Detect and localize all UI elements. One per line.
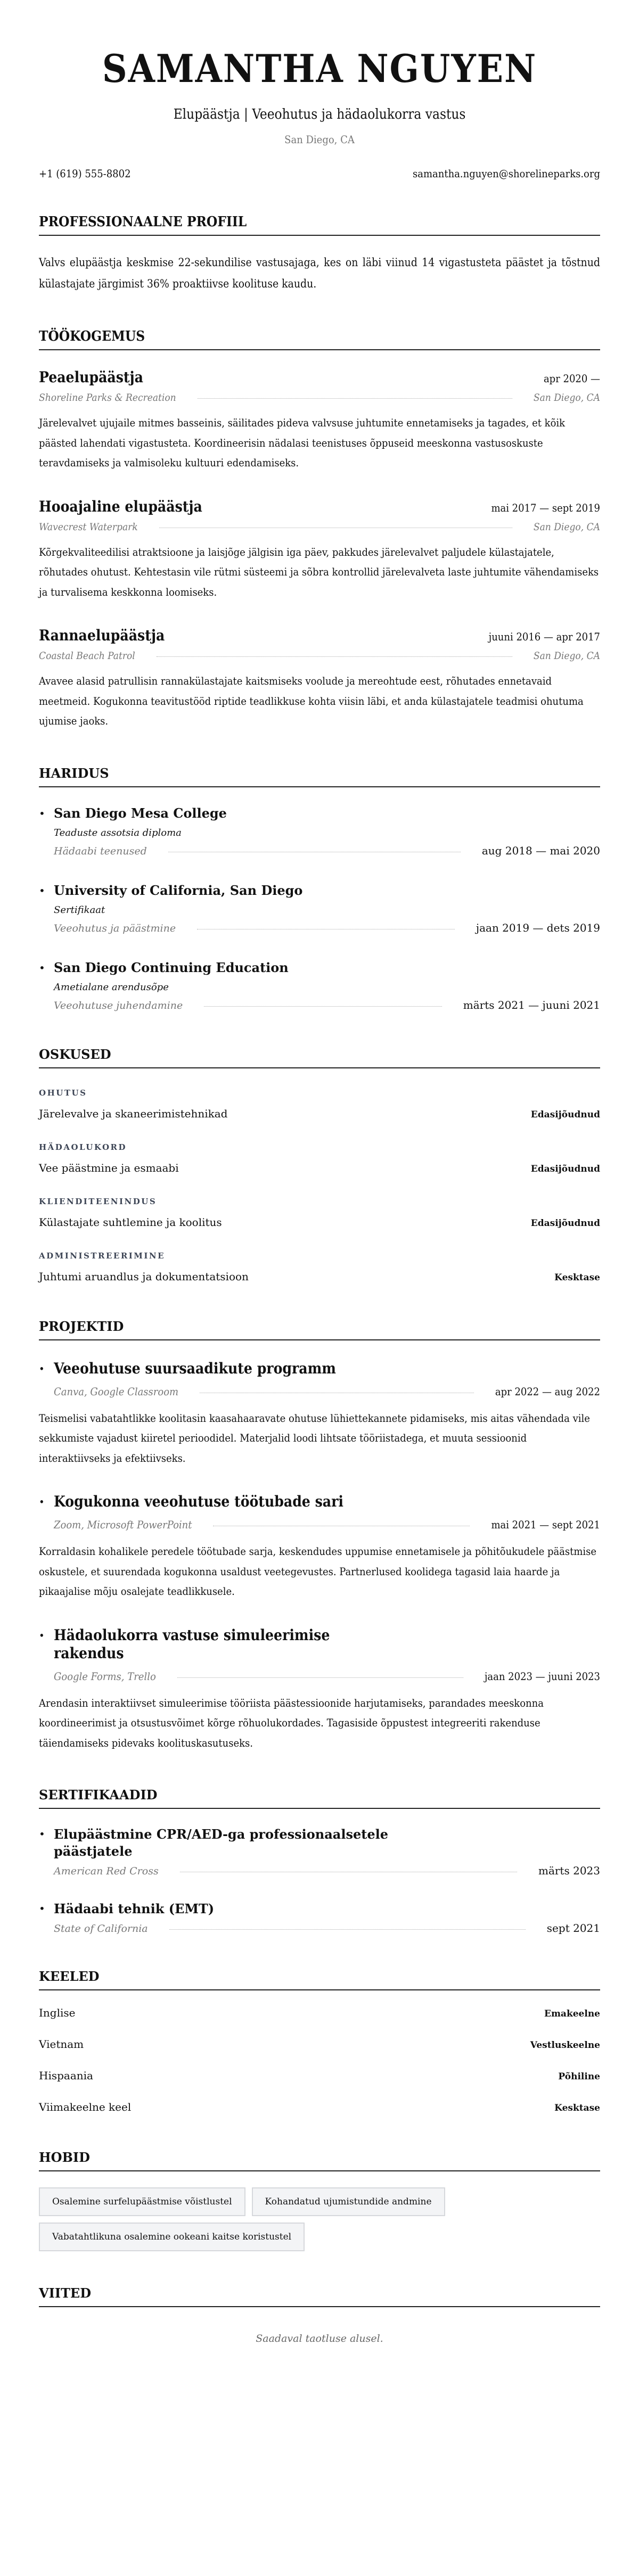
language-row: [39, 2100, 600, 2116]
certification-title: Elupäästmine CPR/AED-ga professionaalsetele päästjatele: [54, 1826, 388, 1859]
job-header: [39, 498, 600, 516]
project-tools: Google Forms, Trello: [54, 1669, 156, 1683]
bullet-icon: •: [39, 1628, 45, 1642]
project-meta: [54, 1670, 600, 1683]
language-level: Emakeelne: [544, 2009, 600, 2019]
languages-section: [39, 1969, 600, 2116]
skills-section: [39, 1047, 600, 1285]
section-heading: OSKUSED: [39, 1047, 600, 1068]
company-name: Coastal Beach Patrol: [39, 650, 135, 662]
skill-group: [39, 1250, 600, 1285]
education-meta: [54, 921, 600, 935]
section-heading: HOBID: [39, 2150, 600, 2171]
job-dates: juuni 2016 — apr 2017: [488, 630, 600, 643]
section-heading: PROJEKTID: [39, 1319, 600, 1340]
skill-name: Külastajate suhtlemine ja koolitus: [39, 1215, 222, 1229]
degree: Teaduste assotsia diploma: [54, 827, 182, 838]
education-entry: [39, 805, 600, 858]
job-header: [39, 368, 600, 386]
bullet-icon: •: [39, 806, 45, 820]
education-entry: [39, 960, 600, 1013]
dotted-leader: [169, 1929, 526, 1930]
language-level: Kesktase: [554, 2103, 600, 2113]
certifications-section: [39, 1787, 600, 1935]
school-name: University of California, San Diego: [54, 882, 303, 898]
school-name: San Diego Mesa College: [54, 805, 227, 821]
education-entry: [39, 883, 600, 935]
job-description: Järelevalvet ujujaile mitmes basseinis, säilitades pideva valvsuse juhtumite ennetamiseks ja tagades, et kõik päästed lahendati vigastusteta. Koordineerisin nädalasi teenistuses õppuseid meeskonna vastusoskuste teravdamiseks ja valmisoleku kultuuri edendamiseks.: [39, 416, 566, 469]
profile-text: Valvs elupäästja keskmise 22-sekundilise vastusajaga, kes on läbi viinud 14 vigastusteta päästet ja tõstnud külastajate järgimist 36% proaktiivse koolituse kaudu.: [39, 256, 600, 290]
project-description: Teismelisi vabatahtlikke koolitasin kaasahaaravate ohutuse lühiettekannete pidamiseks, mis aitas vähendada vile sekkumiste vajadust kiiretel perioodidel. Materjalid loodi lihtsate tööriistadega, et muuta sessioonid interaktiivseks ja efektiivseks.: [39, 1411, 590, 1464]
dotted-leader: [204, 1006, 442, 1007]
bullet-icon: •: [39, 1362, 45, 1375]
section-heading: SERTIFIKAADID: [39, 1787, 600, 1809]
hobby-chip: Osalemine surfelupäästmise võistlustel: [39, 2187, 245, 2216]
candidate-name: SAMANTHA NGUYEN: [102, 46, 537, 91]
degree: Ametialane arendusõpe: [54, 981, 169, 993]
job-entry: [39, 627, 600, 731]
language-name: Inglise: [39, 2006, 76, 2019]
location: San Diego, CA: [284, 133, 355, 146]
school-name: San Diego Continuing Education: [54, 959, 289, 975]
project-title: Hädaolukorra vastuse simuleerimise rakendus: [54, 1626, 330, 1662]
project-tools: Zoom, Microsoft PowerPoint: [54, 1518, 192, 1531]
job-location: San Diego, CA: [533, 521, 600, 533]
skill-group: [39, 1142, 600, 1176]
certification-title: Hädaabi tehnik (EMT): [54, 1901, 215, 1916]
dotted-leader: [157, 656, 512, 657]
certification-issuer: State of California: [54, 1923, 148, 1935]
skill-row: [39, 1161, 600, 1176]
skill-name: Järelevalve ja skaneerimistehnikad: [39, 1107, 228, 1120]
skill-level: Edasijõudnud: [530, 1109, 600, 1120]
bullet-icon: •: [39, 961, 45, 974]
dotted-leader: [198, 398, 512, 399]
email-link[interactable]: samantha.nguyen@shorelineparks.org: [413, 167, 600, 180]
job-title: Elupäästja | Veeohutus ja hädaolukorra vastus: [173, 106, 466, 122]
job-dates: apr 2020 —: [543, 372, 600, 385]
language-row: [39, 2068, 600, 2084]
contact-row: [39, 167, 600, 180]
skill-category: KLIENDITEENINDUS: [39, 1196, 157, 1206]
job-dates: mai 2017 — sept 2019: [491, 501, 600, 514]
skill-row: [39, 1215, 600, 1230]
references-section: [39, 2285, 600, 2344]
skill-row: [39, 1270, 600, 1285]
company-name: Shoreline Parks & Recreation: [39, 392, 176, 404]
project-dates: mai 2021 — sept 2021: [491, 1518, 600, 1531]
education-section: [39, 766, 600, 1013]
skill-level: Edasijõudnud: [530, 1217, 600, 1229]
language-name: Vietnam: [39, 2038, 84, 2051]
hobbies-section: [39, 2150, 600, 2251]
section-heading: VIITED: [39, 2285, 600, 2307]
references-text: Saadaval taotluse alusel.: [256, 2333, 383, 2344]
skill-level: Kesktase: [554, 1272, 600, 1283]
education-meta: [54, 844, 600, 858]
section-heading: PROFESSIONAALNE PROFIIL: [39, 214, 600, 236]
job-title: Hooajaline elupäästja: [39, 497, 202, 515]
bullet-icon: •: [39, 884, 45, 897]
education-dates: aug 2018 — mai 2020: [481, 844, 600, 857]
projects-section: [39, 1319, 600, 1754]
job-entry: [39, 368, 600, 473]
skill-row: [39, 1107, 600, 1122]
project-entry: [39, 1493, 600, 1602]
project-description: Korraldasin kohalikele peredele töötubade sarja, keskendudes uppumise ennetamisele ja põhitõukudele päästmise oskustele, et suurendada kogukonna usaldust veetegevustes. Partnerlused koolidega tagasid laia haarde ja pikaajalise mõju osalejate teadlikkusele.: [39, 1545, 597, 1598]
certification-entry: [39, 1900, 600, 1935]
skill-level: Edasijõudnud: [530, 1163, 600, 1174]
company-name: Wavecrest Waterpark: [39, 521, 138, 533]
bullet-icon: •: [39, 1495, 45, 1508]
skill-category: ADMINISTREERIMINE: [39, 1250, 166, 1261]
skill-group: [39, 1088, 600, 1122]
field-of-study: Hädaabi teenused: [54, 845, 147, 857]
project-meta: [54, 1518, 600, 1531]
language-level: Vestluskeelne: [530, 2040, 600, 2051]
phone: +1 (619) 555-8802: [39, 167, 131, 180]
job-location: San Diego, CA: [533, 650, 600, 662]
project-dates: jaan 2023 — juuni 2023: [484, 1669, 600, 1683]
education-meta: [54, 998, 600, 1013]
certification-meta: [54, 1864, 600, 1877]
language-row: [39, 2037, 600, 2053]
skill-group: [39, 1196, 600, 1230]
project-dates: apr 2022 — aug 2022: [495, 1385, 600, 1398]
job-title: Rannaelupäästja: [39, 627, 165, 644]
job-location: San Diego, CA: [533, 392, 600, 404]
profile-section: [39, 214, 600, 294]
section-heading: TÖÖKOGEMUS: [39, 328, 600, 350]
education-dates: märts 2021 — juuni 2021: [463, 998, 600, 1011]
project-description: Arendasin interaktiivset simuleerimise tööriista päästessioonide harjutamiseks, parandades meeskonna koordineerimist ja otsustusvõimet kõrge rõhuolukordades. Tagasiside õppustest integreeriti rakenduse täiendamiseks pidevaks koolituskasutuseks.: [39, 1696, 544, 1749]
job-header: [39, 627, 600, 645]
hobby-chip: Vabatahtlikuna osalemine ookeani kaitse koristustel: [39, 2223, 305, 2251]
project-title: Veeohutuse suursaadikute programm: [54, 1359, 336, 1377]
certification-date: sept 2021: [546, 1922, 600, 1935]
job-entry: [39, 498, 600, 603]
language-level: Põhiline: [558, 2071, 600, 2082]
job-description: Kõrgekvaliteedilisi atraktsioone ja laisjõge jälgisin iga päev, pakkudes järelevalvet paljudele külastajatele, rõhutades ohutust. Kehtestasin vile rütmi süsteemi ja sõbra kontrollid järelevalveta laste juhtumite vähendamiseks ja turvalisema keskkonna loomiseks.: [39, 545, 599, 598]
bullet-icon: •: [39, 1902, 45, 1915]
skill-name: Vee päästmine ja esmaabi: [39, 1161, 179, 1174]
project-tools: Canva, Google Classroom: [54, 1385, 179, 1398]
bullet-icon: •: [39, 1828, 45, 1840]
job-description: Avavee alasid patrullisin rannakülastajate kaitsmiseks voolude ja mereohtude eest, rõhutades ennetavaid meetmeid. Kogukonna teavitustööd riptide teadlikkuse kohta viisin läbi, et anda külastajatele teadmisi ohutuma ujumise jaoks.: [39, 674, 584, 727]
project-title: Kogukonna veeohutuse töötubade sari: [54, 1493, 343, 1510]
section-heading: HARIDUS: [39, 766, 600, 787]
certification-meta: [54, 1922, 600, 1935]
skill-name: Juhtumi aruandlus ja dokumentatsioon: [39, 1270, 249, 1283]
dotted-leader: [177, 1677, 463, 1678]
skill-category: HÄDAOLUKORD: [39, 1142, 127, 1152]
certification-issuer: American Red Cross: [54, 1865, 159, 1877]
project-meta: [54, 1385, 600, 1398]
skill-category: OHUTUS: [39, 1088, 87, 1098]
project-entry: [39, 1626, 600, 1754]
section-heading: KEELED: [39, 1969, 600, 1990]
certification-date: märts 2023: [538, 1864, 600, 1877]
job-meta: [39, 521, 600, 533]
project-entry: [39, 1360, 600, 1469]
job-meta: [39, 650, 600, 662]
language-name: Viimakeelne keel: [39, 2101, 132, 2113]
field-of-study: Veeohutus ja päästmine: [54, 922, 176, 934]
hobby-chip: Kohandatud ujumistundide andmine: [252, 2187, 445, 2216]
language-row: [39, 2005, 600, 2021]
language-name: Hispaania: [39, 2069, 93, 2082]
degree: Sertifikaat: [54, 904, 105, 916]
job-meta: [39, 392, 600, 404]
job-title: Peaelupäästja: [39, 368, 143, 386]
education-dates: jaan 2019 — dets 2019: [476, 921, 600, 934]
field-of-study: Veeohutuse juhendamine: [54, 999, 183, 1011]
certification-entry: [39, 1826, 600, 1877]
experience-section: [39, 328, 600, 731]
